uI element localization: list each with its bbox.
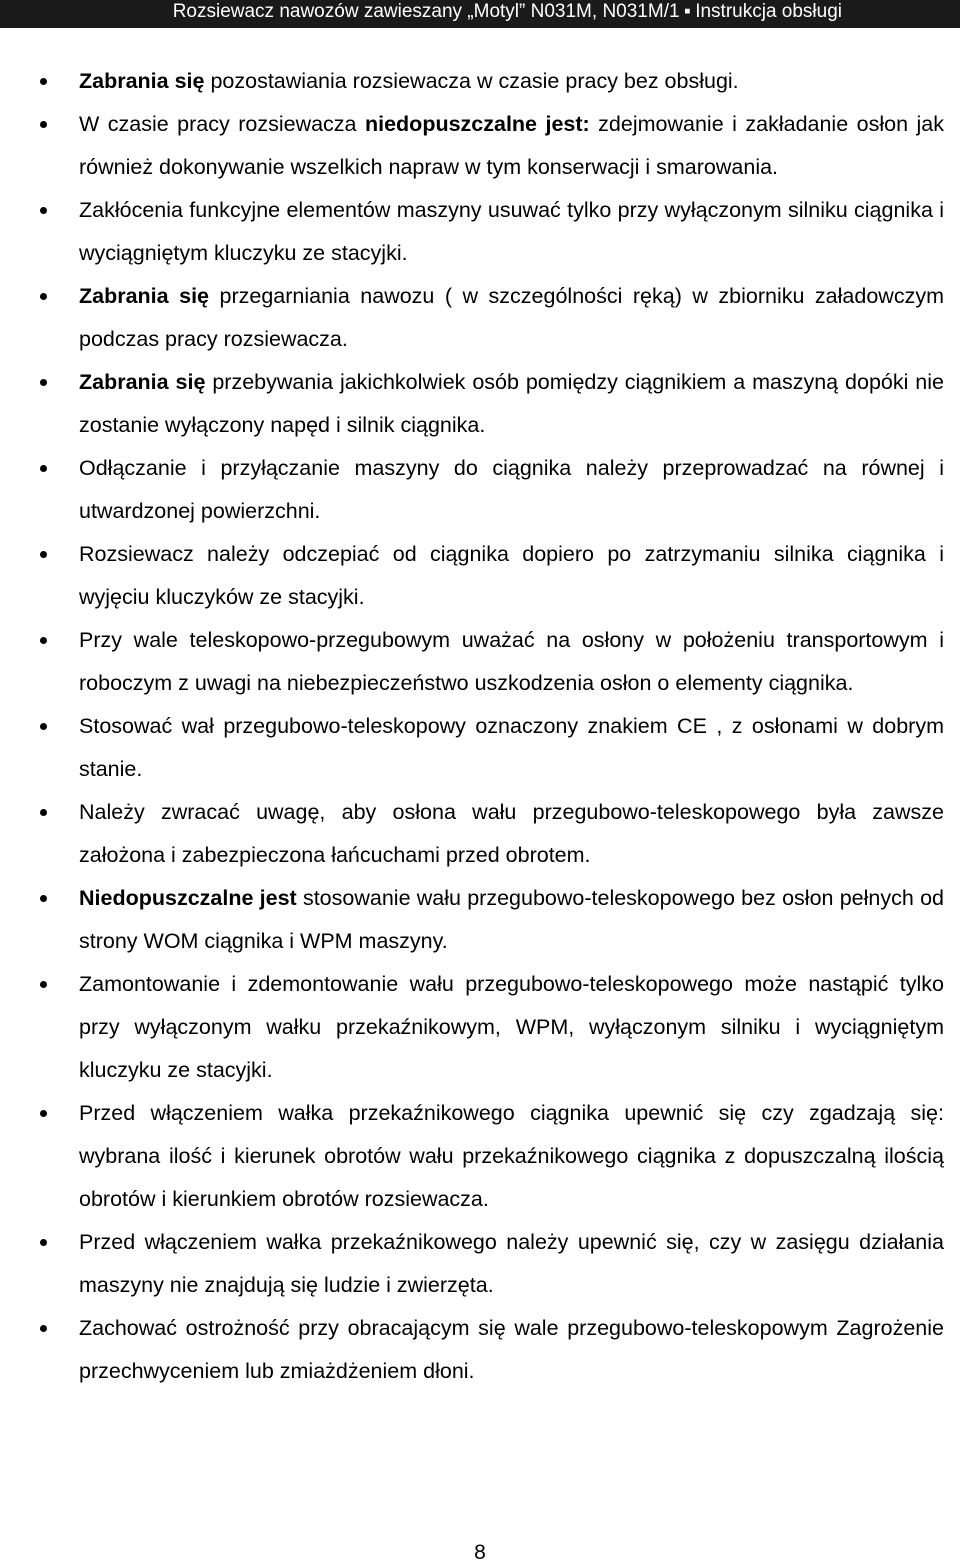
bullet-icon — [40, 1110, 47, 1117]
bullet-icon — [40, 379, 47, 386]
rule-emphasis: Niedopuszczalne jest — [79, 886, 297, 910]
bullet-icon — [40, 551, 47, 558]
rule-text: stosowanie wału przegubowo-teleskopowego bez osłon pełnych od strony WOM ciągnika i WPM maszyny. — [79, 886, 944, 953]
list-item — [40, 963, 944, 1092]
rule-text-lead: W czasie pracy rozsiewacza — [79, 112, 365, 136]
rule-text: Przed włączeniem wałka przekaźnikowego należy upewnić się, czy w zasięgu działania maszyny nie znajdują się ludzie i zwierzęta. — [79, 1230, 944, 1297]
list-item — [40, 705, 944, 791]
rule-text: Zamontowanie i zdemontowanie wału przegubowo-teleskopowego może nastąpić tylko przy wyłączonym wałku przekaźnikowym, WPM, wyłączonym silniku i wyciągniętym kluczyku ze stacyjki. — [79, 972, 944, 1082]
rule-emphasis: niedopuszczalne jest: — [364, 112, 590, 136]
bullet-icon — [40, 293, 47, 300]
rule-text: Odłączanie i przyłączanie maszyny do ciągnika należy przeprowadzać na równej i utwardzonej powierzchni. — [79, 456, 944, 523]
header-title: Rozsiewacz nawozów zawieszany „Motyl” N031M, N031M/1 — [172, 1, 680, 22]
list-item — [40, 275, 944, 361]
list-item — [40, 361, 944, 447]
rule-text: Stosować wał przegubowo-teleskopowy oznaczony znakiem CE , z osłonami w dobrym stanie. — [79, 714, 944, 781]
rule-text: pozostawiania rozsiewacza w czasie pracy bez obsługi. — [204, 69, 739, 93]
list-item — [40, 60, 944, 103]
bullet-icon — [40, 637, 47, 644]
list-item — [40, 533, 944, 619]
bullet-icon — [40, 809, 47, 816]
bullet-icon — [40, 1325, 47, 1332]
bullet-icon — [40, 1239, 47, 1246]
page-header — [0, 0, 960, 28]
bullet-icon — [40, 121, 47, 128]
page-number: 8 — [474, 1541, 486, 1564]
bullet-icon — [40, 895, 47, 902]
list-item — [40, 619, 944, 705]
rule-text: Zakłócenia funkcyjne elementów maszyny usuwać tylko przy wyłączonym silniku ciągnika i wyciągniętym kluczyku ze stacyjki. — [79, 198, 944, 265]
list-item — [40, 1307, 944, 1393]
rule-text: Rozsiewacz należy odczepiać od ciągnika dopiero po zatrzymaniu silnika ciągnika i wyjęciu kluczyków ze stacyjki. — [79, 542, 944, 609]
header-doc-type: Instrukcja obsługi — [695, 1, 842, 22]
list-item — [40, 189, 944, 275]
list-item — [40, 1221, 944, 1307]
rule-emphasis: Zabrania się — [79, 284, 209, 308]
rule-text: Zachować ostrożność przy obracającym się wale przegubowo-teleskopowym Zagrożenie przechwyceniem lub zmiażdżeniem dłoni. — [79, 1316, 944, 1383]
bullet-icon — [40, 78, 47, 85]
rule-text: przegarniania nawozu ( w szczególności ręką) w zbiorniku załadowczym podczas pracy rozsiewacza. — [79, 284, 944, 351]
list-item — [40, 103, 944, 189]
list-item — [40, 447, 944, 533]
bullet-icon — [40, 207, 47, 214]
rule-emphasis: Zabrania się — [79, 370, 206, 394]
rule-text: przebywania jakichkolwiek osób pomiędzy ciągnikiem a maszyną dopóki nie zostanie wyłączony napęd i silnik ciągnika. — [79, 370, 945, 437]
list-item — [40, 1092, 944, 1221]
rule-text: Przy wale teleskopowo-przegubowym uważać na osłony w położeniu transportowym i roboczym z uwagi na niebezpieczeństwo uszkodzenia osłon o elementy ciągnika. — [79, 628, 944, 695]
rule-emphasis: Zabrania się — [79, 69, 205, 93]
list-item — [40, 877, 944, 963]
header-separator: ▪ — [684, 1, 691, 22]
rule-text: zdejmowanie i zakładanie osłon jak również dokonywanie wszelkich napraw w tym konserwacji i smarowania. — [79, 112, 944, 179]
list-item — [40, 791, 944, 877]
rule-text: Przed włączeniem wałka przekaźnikowego ciągnika upewnić się czy zgadzają się: wybrana ilość i kierunek obrotów wału przekaźnikowego ciągnika z dopuszczalną ilością obrotów i kierunkiem obrotów rozsiewacza. — [79, 1101, 944, 1211]
bullet-icon — [40, 981, 47, 988]
bullet-icon — [40, 723, 47, 730]
safety-rules-list — [40, 60, 944, 1393]
bullet-icon — [40, 465, 47, 472]
rule-text: Należy zwracać uwagę, aby osłona wału przegubowo-teleskopowego była zawsze założona i zabezpieczona łańcuchami przed obrotem. — [79, 800, 944, 867]
